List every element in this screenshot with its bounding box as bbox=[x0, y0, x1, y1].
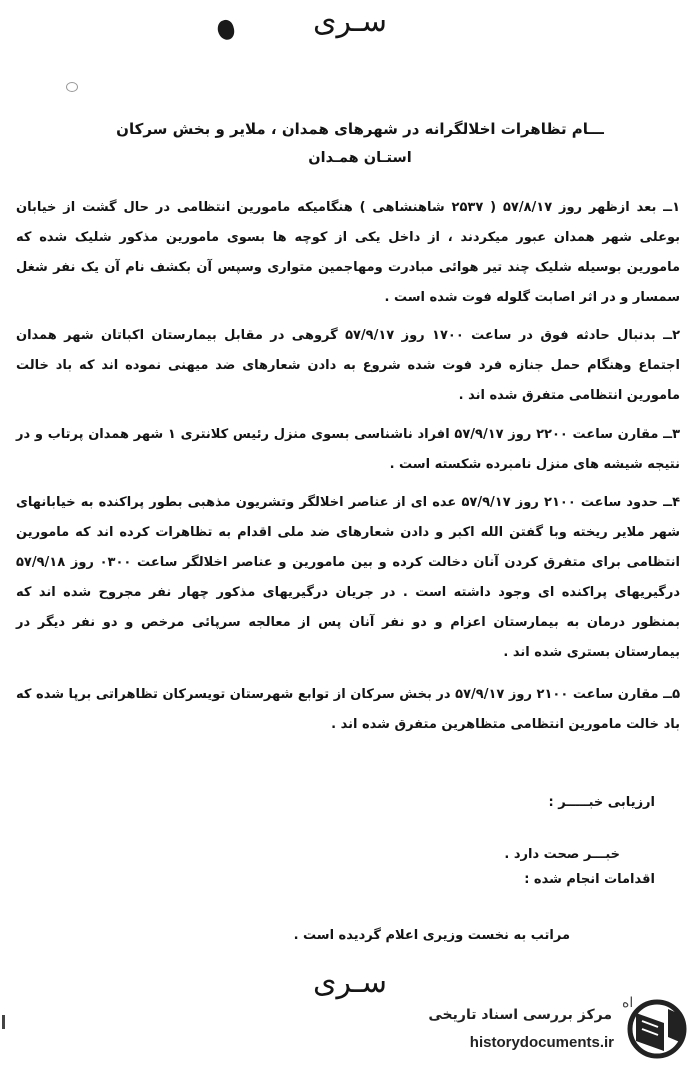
margin-mark bbox=[2, 1015, 5, 1029]
evaluation-text: خبـــر صحت دارد . bbox=[504, 847, 620, 862]
archive-logo-icon bbox=[624, 999, 690, 1059]
evaluation-label: ارزیابی خبـــــر : bbox=[548, 795, 655, 810]
paper-smudge bbox=[66, 82, 78, 92]
actions-label: اقدامات انجام شده : bbox=[524, 872, 655, 887]
watermark-url: historydocuments.ir bbox=[469, 1034, 614, 1051]
actions-text: مراتب به نخست وزیری اعلام گردیده است . bbox=[293, 928, 570, 943]
report-paragraph-1: ۱ــ بعد ازظهر روز ۵۷/۸/۱۷ ( ۲۵۳۷ شاهنشاهی ) هنگامیکه مامورین انتظامی در حال گشت از خیابان بوعلی شهر همدان عبور میکردند ، از داخل یکی از کوچه ها بسوی مامورین مذکور شلیک شده که مامورین بوسیله شلیک چند تیر هوائی مبادرت ومهاجمین متواری وسپس آن بکشف نام آن یک نفر شغل سمسار و در اثر اصابت گلوله فوت شده است . bbox=[16, 200, 681, 305]
report-paragraph-5: ۵ــ مقارن ساعت ۲۱۰۰ روز ۵۷/۹/۱۷ در بخش سرکان از توابع شهرستان تویسرکان تظاهراتی برپا شده که باد خالت مامورین انتظامی متظاهرین متفرق شده اند . bbox=[16, 687, 680, 732]
report-paragraph-3: ۳ــ مقارن ساعت ۲۲۰۰ روز ۵۷/۹/۱۷ افراد ناشناسی بسوی منزل رئیس کلانتری ۱ شهر همدان پرتاب و در نتیجه شیشه های منزل نامبرده شکسته است . bbox=[16, 427, 681, 472]
document-title: ـــام تظاهرات اخلالگرانه در شهرهای همدان ، ملایر و بخش سرکان bbox=[116, 120, 604, 138]
report-paragraph-2: ۲ــ بدنبال حادثه فوق در ساعت ۱۷۰۰ روز ۵۷/۹/۱۷ گروهی در مقابل بیمارستان اکباتان شهر همدان اجتماع وهنگام حمل جنازه فرد فوت شده شروع به دادن شعارهای ضد میهنی نموده اند که باد خالت مامورین انتظامی متفرق شده اند . bbox=[16, 328, 680, 403]
document-subtitle: استـان همـدان bbox=[308, 150, 412, 166]
classification-stamp-bottom: سـری bbox=[313, 965, 387, 1000]
watermark bbox=[428, 997, 692, 1059]
report-paragraph-4: ۴ــ حدود ساعت ۲۱۰۰ روز ۵۷/۹/۱۷ عده ای از عناصر اخلالگر وتشریون مذهبی بطور پراکنده به خیابانهای شهر ملایر ریخته وبا گفتن الله اکبر و دادن شعارهای ضد ملی اقدام به تظاهرات کرده اند که مامورین انتظامی برای متفرق کردن آنان دخالت کرده و بین مامورین و عناصر اخلالگر ساعت ۰۳۰۰ روز ۵۷/۹/۱۸ درگیریهای پراکنده ای وجود داشته است . در جریان درگیریهای مذکور چهار نفر مجروح شده اند که بمنظور درمان به بیمارستان اعزام و دو نفر آنان پس از معالجه سرپائی مرخص و دو نفر دیگر در بیمارستان بستری شده اند . bbox=[16, 495, 680, 660]
classification-stamp-top: سـری bbox=[313, 4, 387, 39]
watermark-title: مرکز بررسی اسناد تاریخی bbox=[428, 1007, 612, 1023]
margin-fragment: اه bbox=[622, 995, 634, 1011]
